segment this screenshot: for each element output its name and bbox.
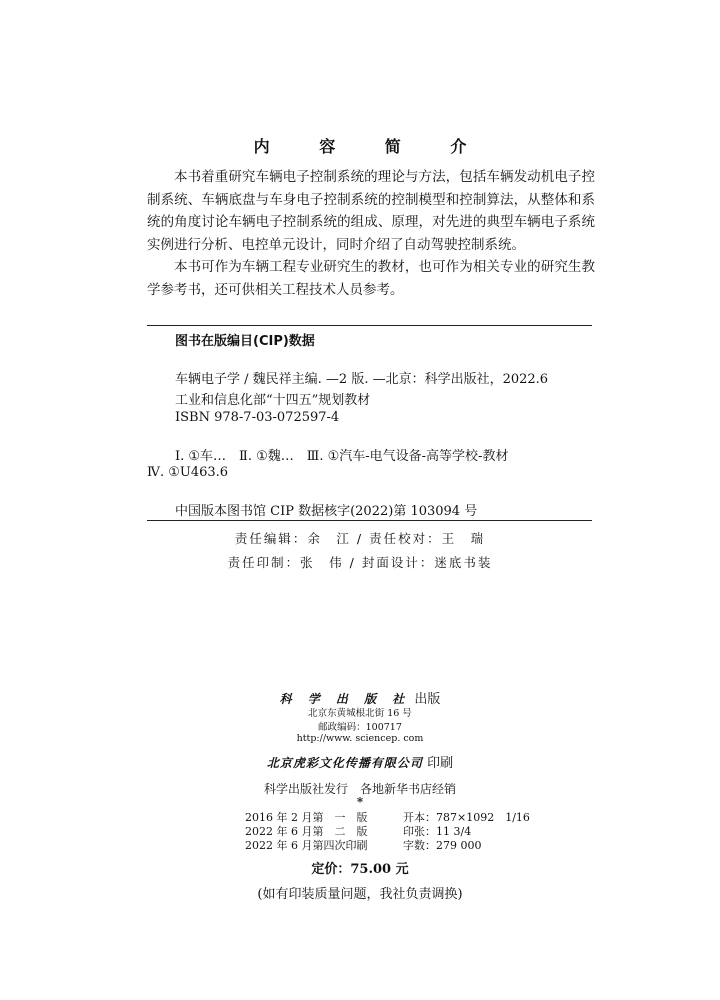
staff-line: 责任印制：张 伟 / 封面设计：迷底书装 (227, 555, 493, 570)
printer-suffix: 印刷 (427, 756, 454, 771)
cip-verify-number: 中国版本图书馆 CIP 数据核字(2022)第 103094 号 (175, 504, 478, 519)
cip-classification: Ⅳ. ①U463.6 (147, 465, 229, 480)
publisher-postcode: 邮政编码：100717 (318, 722, 402, 733)
publisher-logo: 科 学 出 版 社 (279, 692, 411, 706)
summary-body (147, 166, 595, 301)
staff-line: 责任编辑：余 江 / 责任校对：王 瑞 (234, 531, 486, 546)
edition-date: 2022 年 6 月第 二 版 (245, 825, 368, 838)
summary-title: 内 容 简 介 (253, 137, 489, 156)
edition-spec: 字数：279 000 (403, 839, 482, 852)
cip-line: ISBN 978-7-03-072597-4 (175, 410, 340, 425)
edition-date: 2016 年 2 月第 一 版 (245, 811, 368, 824)
cip-classification: Ⅰ. ①车… Ⅱ. ①魏… Ⅲ. ①汽车-电气设备-高等学校-教材 (175, 449, 509, 464)
price: 定价：75.00 元 (311, 862, 409, 877)
edition-date: 2022 年 6 月第四次印刷 (245, 839, 368, 852)
printer-line (0, 752, 720, 771)
printer-name: 北京虎彩文化传播有限公司 (266, 756, 423, 770)
edition-spec: 印张：11 3/4 (403, 825, 472, 838)
cip-line: 工业和信息化部“十四五”规划教材 (175, 393, 371, 408)
quality-notice: (如有印装质量问题，我社负责调换) (257, 887, 463, 902)
cip-bottom-rule (147, 520, 592, 521)
distribution: 科学出版社发行 各地新华书店经销 (263, 782, 456, 796)
summary-paragraph: 本书着重研究车辆电子控制系统的理论与方法，包括车辆发动机电子控制系统、车辆底盘与车身电子控制系统的控制模型和控制算法，从整体和系统的角度讨论车辆电子控制系统的组成、原理，对先进的典型车辆电子系统实例进行分析、电控单元设计，同时介绍了自动驾驶控制系统。 (147, 169, 595, 253)
publisher-url: http://www. sciencep. com (296, 733, 424, 744)
publisher-suffix: 出版 (414, 692, 441, 707)
asterisk: * (356, 795, 364, 809)
publisher-address: 北京东黄城根北街 16 号 (308, 708, 412, 719)
edition-row (245, 837, 482, 853)
summary-paragraph: 本书可作为车辆工程专业研究生的教材，也可作为相关专业的研究生教学参考书，还可供相关工程技术人员参考。 (147, 259, 595, 298)
cip-heading: 图书在版编目(CIP)数据 (175, 334, 315, 349)
cip-line: 车辆电子学 / 魏民祥主编. —2 版. —北京：科学出版社，2022.6 (175, 372, 549, 387)
edition-spec: 开本：787×1092 1/16 (403, 811, 530, 824)
cip-top-rule (147, 325, 592, 326)
